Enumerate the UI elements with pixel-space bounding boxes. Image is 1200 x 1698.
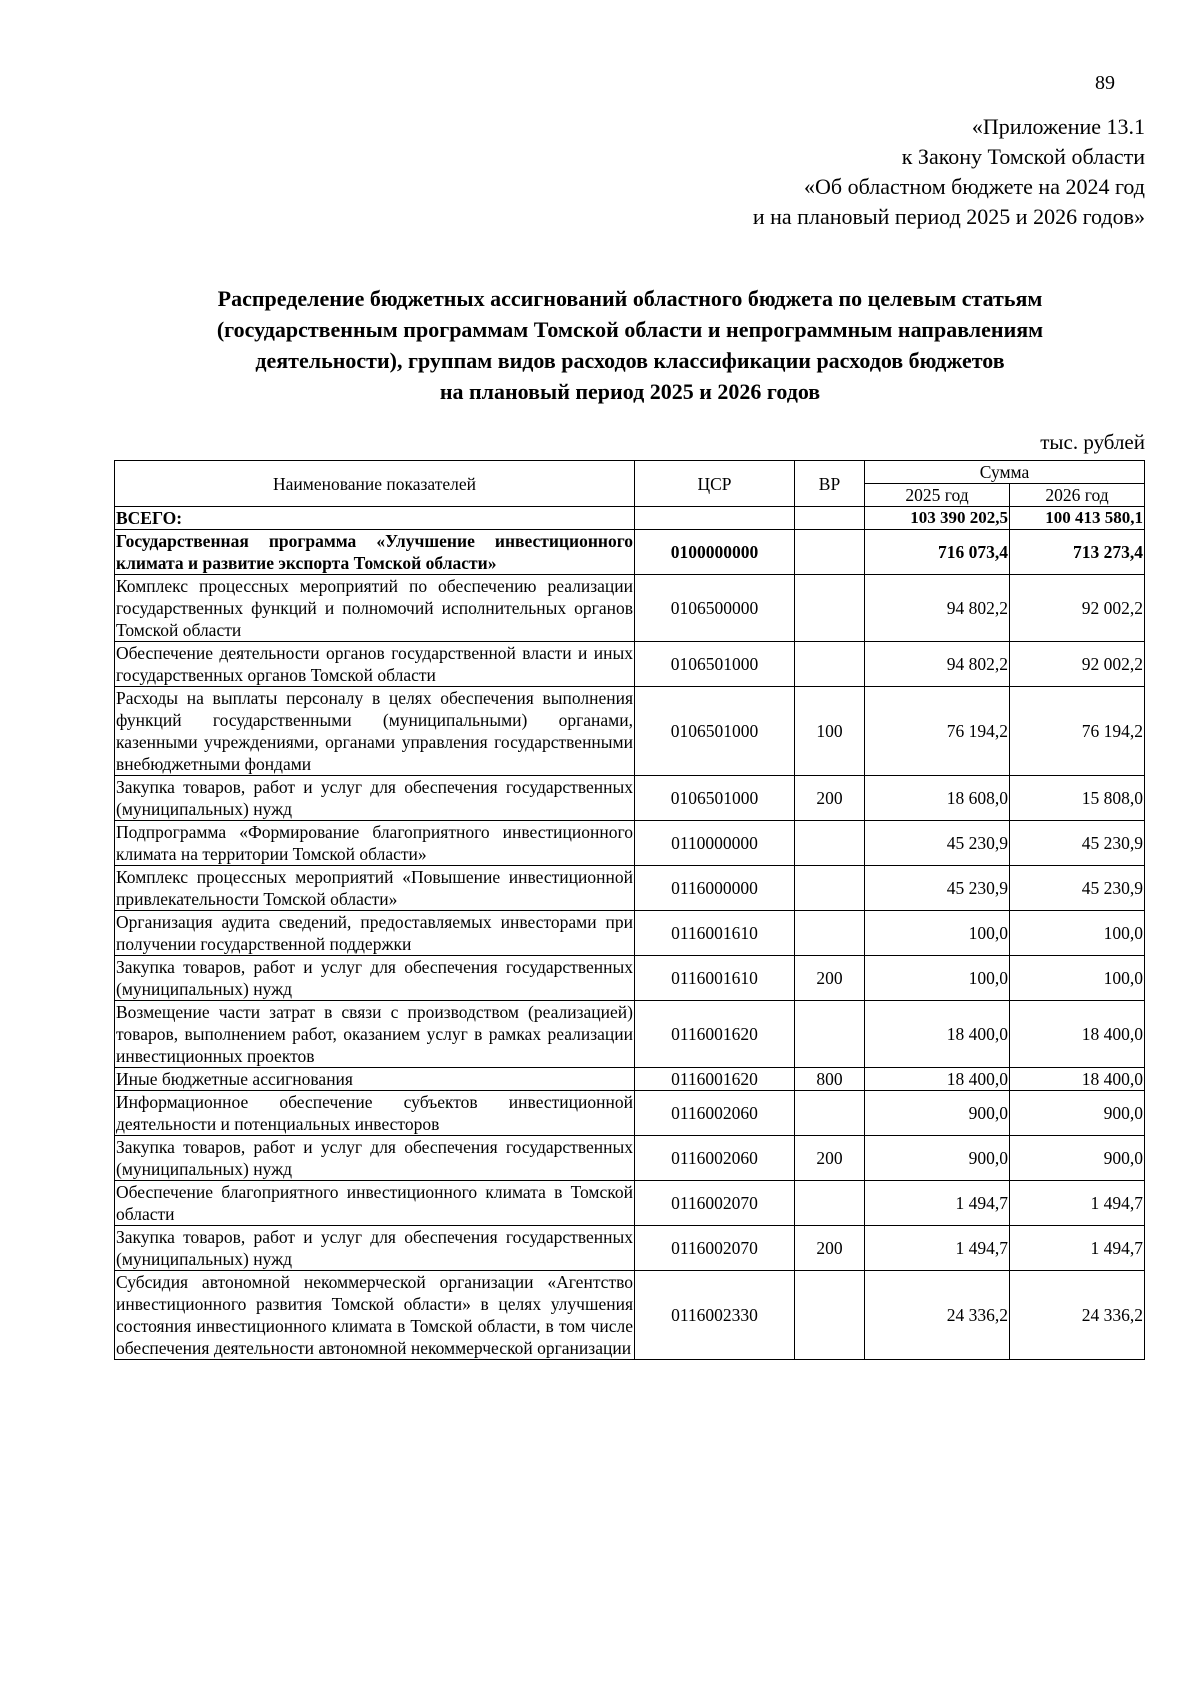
cell-vr bbox=[795, 507, 865, 530]
cell-csr: 0116002060 bbox=[635, 1136, 795, 1181]
cell-vr bbox=[795, 1271, 865, 1360]
cell-vr: 200 bbox=[795, 1226, 865, 1271]
cell-2026: 100 413 580,1 bbox=[1010, 507, 1145, 530]
cell-csr: 0116001610 bbox=[635, 911, 795, 956]
table-row bbox=[115, 575, 1145, 642]
header-csr: ЦСР bbox=[635, 461, 795, 507]
cell-name: Обеспечение деятельности органов государственной власти и иных государственных органов Томской области bbox=[116, 643, 633, 685]
units-label: тыс. рублей bbox=[1040, 430, 1145, 454]
cell-csr: 0116002070 bbox=[635, 1226, 795, 1271]
cell-2025: 716 073,4 bbox=[865, 530, 1010, 575]
cell-name: Комплекс процессных мероприятий по обеспечению реализации государственных функций и полномочий исполнительных органов Томской области bbox=[116, 576, 633, 640]
cell-csr: 0106501000 bbox=[635, 642, 795, 687]
appendix-line: «Об областном бюджете на 2024 год bbox=[804, 174, 1145, 199]
cell-2026: 1 494,7 bbox=[1010, 1226, 1145, 1271]
cell-2025: 1 494,7 bbox=[865, 1226, 1010, 1271]
cell-2026: 24 336,2 bbox=[1010, 1271, 1145, 1360]
cell-vr bbox=[795, 1001, 865, 1068]
table-row bbox=[115, 642, 1145, 687]
cell-name: Закупка товаров, работ и услуг для обеспечения государственных (муниципальных) нужд bbox=[116, 1227, 633, 1269]
cell-2026: 18 400,0 bbox=[1010, 1001, 1145, 1068]
cell-csr: 0116001610 bbox=[635, 956, 795, 1001]
cell-2025: 103 390 202,5 bbox=[865, 507, 1010, 530]
total-row bbox=[115, 507, 1145, 530]
table-row bbox=[115, 530, 1145, 575]
title-line: (государственным программам Томской области и непрограммным направлениям bbox=[216, 317, 1044, 342]
cell-2025: 76 194,2 bbox=[865, 687, 1010, 776]
appendix-line: к Закону Томской области bbox=[901, 144, 1145, 169]
cell-2025: 18 400,0 bbox=[865, 1001, 1010, 1068]
table-row bbox=[115, 866, 1145, 911]
cell-name: Организация аудита сведений, предоставляемых инвесторами при получении государственной поддержки bbox=[116, 912, 633, 954]
cell-name: Государственная программа «Улучшение инвестиционного климата и развитие экспорта Томской области» bbox=[116, 531, 633, 573]
cell-2026: 100,0 bbox=[1010, 911, 1145, 956]
cell-name: Закупка товаров, работ и услуг для обеспечения государственных (муниципальных) нужд bbox=[116, 957, 633, 999]
cell-name: Расходы на выплаты персоналу в целях обеспечения выполнения функций государственными (муниципальными) органами, казенными учреждениями, органами управления государственными внебюджетными фондами bbox=[116, 688, 633, 774]
table-row bbox=[115, 956, 1145, 1001]
cell-vr bbox=[795, 821, 865, 866]
cell-csr: 0106501000 bbox=[635, 687, 795, 776]
table-row bbox=[115, 911, 1145, 956]
cell-2025: 45 230,9 bbox=[865, 866, 1010, 911]
cell-2025: 94 802,2 bbox=[865, 575, 1010, 642]
cell-vr: 200 bbox=[795, 956, 865, 1001]
cell-2025: 900,0 bbox=[865, 1136, 1010, 1181]
cell-name: Закупка товаров, работ и услуг для обеспечения государственных (муниципальных) нужд bbox=[116, 777, 633, 819]
cell-2025: 18 400,0 bbox=[865, 1068, 1010, 1091]
document-title bbox=[60, 283, 1200, 407]
table-row bbox=[115, 821, 1145, 866]
cell-name: ВСЕГО: bbox=[115, 507, 635, 530]
cell-csr: 0116001620 bbox=[635, 1001, 795, 1068]
cell-csr: 0116000000 bbox=[635, 866, 795, 911]
table-row bbox=[115, 1271, 1145, 1360]
title-line: Распределение бюджетных ассигнований областного бюджета по целевым статьям bbox=[217, 286, 1043, 311]
header-year-2026: 2026 год bbox=[1010, 484, 1145, 507]
cell-vr bbox=[795, 866, 865, 911]
table-row bbox=[115, 1136, 1145, 1181]
cell-name: Закупка товаров, работ и услуг для обеспечения государственных (муниципальных) нужд bbox=[116, 1137, 633, 1179]
header-name: Наименование показателей bbox=[115, 461, 635, 507]
cell-2025: 45 230,9 bbox=[865, 821, 1010, 866]
cell-2025: 94 802,2 bbox=[865, 642, 1010, 687]
cell-2025: 100,0 bbox=[865, 911, 1010, 956]
cell-2026: 76 194,2 bbox=[1010, 687, 1145, 776]
cell-name: Комплекс процессных мероприятий «Повышение инвестиционной привлекательности Томской области» bbox=[116, 867, 633, 909]
cell-vr: 200 bbox=[795, 776, 865, 821]
cell-name: Возмещение части затрат в связи с производством (реализацией) товаров, выполнением работ, оказанием услуг в рамках реализации инвестиционных проектов bbox=[116, 1002, 633, 1066]
cell-2026: 45 230,9 bbox=[1010, 821, 1145, 866]
cell-2026: 900,0 bbox=[1010, 1091, 1145, 1136]
cell-csr: 0110000000 bbox=[635, 821, 795, 866]
cell-2025: 900,0 bbox=[865, 1091, 1010, 1136]
cell-2026: 900,0 bbox=[1010, 1136, 1145, 1181]
title-line: деятельности), группам видов расходов классификации расходов бюджетов bbox=[255, 348, 1005, 373]
cell-2026: 92 002,2 bbox=[1010, 575, 1145, 642]
cell-csr: 0100000000 bbox=[635, 530, 795, 575]
cell-vr bbox=[795, 642, 865, 687]
appendix-line: «Приложение 13.1 bbox=[971, 114, 1145, 139]
cell-vr bbox=[795, 911, 865, 956]
header-sum: Сумма bbox=[865, 461, 1145, 484]
cell-2026: 92 002,2 bbox=[1010, 642, 1145, 687]
appendix-reference bbox=[753, 112, 1145, 232]
cell-2025: 18 608,0 bbox=[865, 776, 1010, 821]
header-year-2025: 2025 год bbox=[865, 484, 1010, 507]
table-row bbox=[115, 1091, 1145, 1136]
cell-name: Подпрограмма «Формирование благоприятного инвестиционного климата на территории Томской области» bbox=[116, 822, 633, 864]
page-number: 89 bbox=[1095, 72, 1115, 94]
table-row bbox=[115, 1068, 1145, 1091]
appendix-line: и на плановый период 2025 и 2026 годов» bbox=[752, 204, 1145, 229]
cell-csr: 0116002070 bbox=[635, 1181, 795, 1226]
cell-2026: 15 808,0 bbox=[1010, 776, 1145, 821]
cell-csr: 0106500000 bbox=[635, 575, 795, 642]
cell-2025: 24 336,2 bbox=[865, 1271, 1010, 1360]
cell-csr: 0116002330 bbox=[635, 1271, 795, 1360]
table-row bbox=[115, 1001, 1145, 1068]
cell-vr: 200 bbox=[795, 1136, 865, 1181]
cell-name: Информационное обеспечение субъектов инвестиционной деятельности и потенциальных инвесторов bbox=[116, 1092, 633, 1134]
cell-csr: 0116002060 bbox=[635, 1091, 795, 1136]
cell-name: Обеспечение благоприятного инвестиционного климата в Томской области bbox=[116, 1182, 633, 1224]
cell-2026: 713 273,4 bbox=[1010, 530, 1145, 575]
table-row bbox=[115, 1181, 1145, 1226]
cell-name: Субсидия автономной некоммерческой организации «Агентство инвестиционного развития Томской области» в целях улучшения состояния инвестиционного климата в Томской области, в том числе обеспечения деятельности автономной некоммерческой организации bbox=[116, 1272, 633, 1358]
cell-vr bbox=[795, 1091, 865, 1136]
cell-2026: 45 230,9 bbox=[1010, 866, 1145, 911]
cell-csr: 0106501000 bbox=[635, 776, 795, 821]
header-vr: ВР bbox=[795, 461, 865, 507]
cell-2025: 1 494,7 bbox=[865, 1181, 1010, 1226]
budget-table bbox=[114, 460, 1145, 1360]
cell-vr bbox=[795, 575, 865, 642]
table-row bbox=[115, 1226, 1145, 1271]
cell-2026: 100,0 bbox=[1010, 956, 1145, 1001]
cell-2026: 18 400,0 bbox=[1010, 1068, 1145, 1091]
table-row bbox=[115, 687, 1145, 776]
cell-vr bbox=[795, 530, 865, 575]
cell-csr bbox=[635, 507, 795, 530]
cell-vr bbox=[795, 1181, 865, 1226]
cell-csr: 0116001620 bbox=[635, 1068, 795, 1091]
cell-2026: 1 494,7 bbox=[1010, 1181, 1145, 1226]
cell-vr: 100 bbox=[795, 687, 865, 776]
cell-name: Иные бюджетные ассигнования bbox=[115, 1068, 635, 1091]
cell-2025: 100,0 bbox=[865, 956, 1010, 1001]
table-row bbox=[115, 776, 1145, 821]
title-line: на плановый период 2025 и 2026 годов bbox=[439, 379, 821, 404]
cell-vr: 800 bbox=[795, 1068, 865, 1091]
